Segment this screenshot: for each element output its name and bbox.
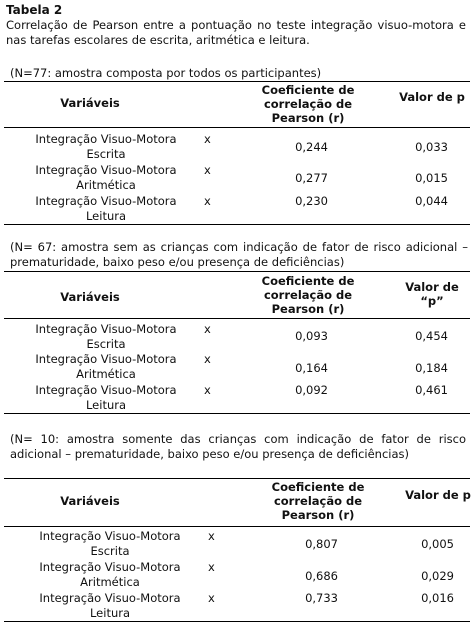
row-variable-line2: Aritmética: [76, 367, 136, 381]
header-coefficient-3: Coeficiente de correlação de Pearson (r): [271, 480, 365, 522]
row-p-value: 0,015: [415, 171, 448, 185]
header-p-value-2: Valor de “p”: [405, 280, 459, 308]
row-variable-line1: Integração Visuo-Motora: [39, 529, 181, 543]
header-variables-1: Variáveis: [60, 96, 120, 110]
row-variable-line1: Integração Visuo-Motora: [35, 383, 177, 397]
rule-header-2: [4, 318, 470, 319]
row-times-sign: x: [208, 529, 215, 543]
row-times-sign: x: [204, 163, 211, 177]
row-times-sign: x: [204, 194, 211, 208]
row-variable-line1: Integração Visuo-Motora: [35, 194, 177, 208]
row-times-sign: x: [208, 591, 215, 605]
row-r-value: 0,092: [295, 383, 328, 397]
row-variable-line2: Aritmética: [80, 575, 140, 589]
rule-top-3: [4, 478, 470, 479]
row-r-value: 0,807: [305, 537, 338, 551]
row-times-sign: x: [204, 383, 211, 397]
row-variable-line2: Aritmética: [76, 178, 136, 192]
header-variables-3: Variáveis: [60, 494, 120, 508]
row-variable-line2: Leitura: [89, 606, 131, 620]
rule-header-1: [4, 127, 470, 128]
row-p-value: 0,461: [415, 383, 448, 397]
row-p-value: 0,029: [421, 569, 454, 583]
row-r-value: 0,733: [305, 591, 338, 605]
header-variables-2: Variáveis: [60, 290, 120, 304]
rule-bottom-3: [4, 621, 470, 622]
row-times-sign: x: [204, 132, 211, 146]
rule-bottom-2: [4, 413, 470, 414]
row-p-value: 0,454: [415, 329, 448, 343]
row-variable-line1: Integração Visuo-Motora: [35, 322, 177, 336]
row-p-value: 0,184: [415, 361, 448, 375]
sample-note-3: (N= 10: amostra somente das crianças com indicação de fator de risco adicional – prematuridade, baixo peso e/ou presença de deficiências): [10, 432, 466, 461]
row-r-value: 0,230: [295, 194, 328, 208]
row-p-value: 0,016: [421, 591, 454, 605]
row-r-value: 0,686: [305, 569, 338, 583]
row-variable-line1: Integração Visuo-Motora: [39, 591, 181, 605]
row-variable-line1: Integração Visuo-Motora: [35, 132, 177, 146]
row-times-sign: x: [204, 322, 211, 336]
header-coefficient-1: Coeficiente de correlação de Pearson (r): [261, 83, 355, 125]
rule-top-1: [4, 81, 470, 82]
row-variable-line1: Integração Visuo-Motora: [35, 163, 177, 177]
row-variable-line2: Leitura: [85, 209, 127, 223]
row-variable-line1: Integração Visuo-Motora: [39, 560, 181, 574]
row-times-sign: x: [204, 352, 211, 366]
row-times-sign: x: [208, 560, 215, 574]
row-r-value: 0,164: [295, 361, 328, 375]
sample-note-1: (N=77: amostra composta por todos os participantes): [10, 66, 322, 80]
header-coefficient-2: Coeficiente de correlação de Pearson (r): [261, 274, 355, 316]
row-variable-line2: Escrita: [86, 337, 126, 351]
header-p-value-3: Valor de p: [405, 488, 471, 502]
row-variable-line2: Leitura: [85, 398, 127, 412]
rule-bottom-1: [4, 224, 470, 225]
row-p-value: 0,033: [415, 140, 448, 154]
rule-header-3: [4, 526, 470, 527]
row-p-value: 0,005: [421, 537, 454, 551]
rule-top-2: [4, 271, 470, 272]
header-p-value-1: Valor de p: [399, 90, 465, 104]
row-r-value: 0,093: [295, 329, 328, 343]
table-caption: Correlação de Pearson entre a pontuação no teste integração visuo-motora e nas tarefas escolares de escrita, aritmética e leitura.: [6, 18, 466, 47]
sample-note-2: (N= 67: amostra sem as crianças com indicação de fator de risco adicional – prematuridade, baixo peso e/ou presença de deficiências): [10, 240, 468, 269]
row-variable-line2: Escrita: [90, 544, 130, 558]
row-variable-line2: Escrita: [86, 147, 126, 161]
row-r-value: 0,277: [295, 171, 328, 185]
row-r-value: 0,244: [295, 140, 328, 154]
row-p-value: 0,044: [415, 194, 448, 208]
row-variable-line1: Integração Visuo-Motora: [35, 352, 177, 366]
table-title: Tabela 2: [6, 3, 63, 17]
